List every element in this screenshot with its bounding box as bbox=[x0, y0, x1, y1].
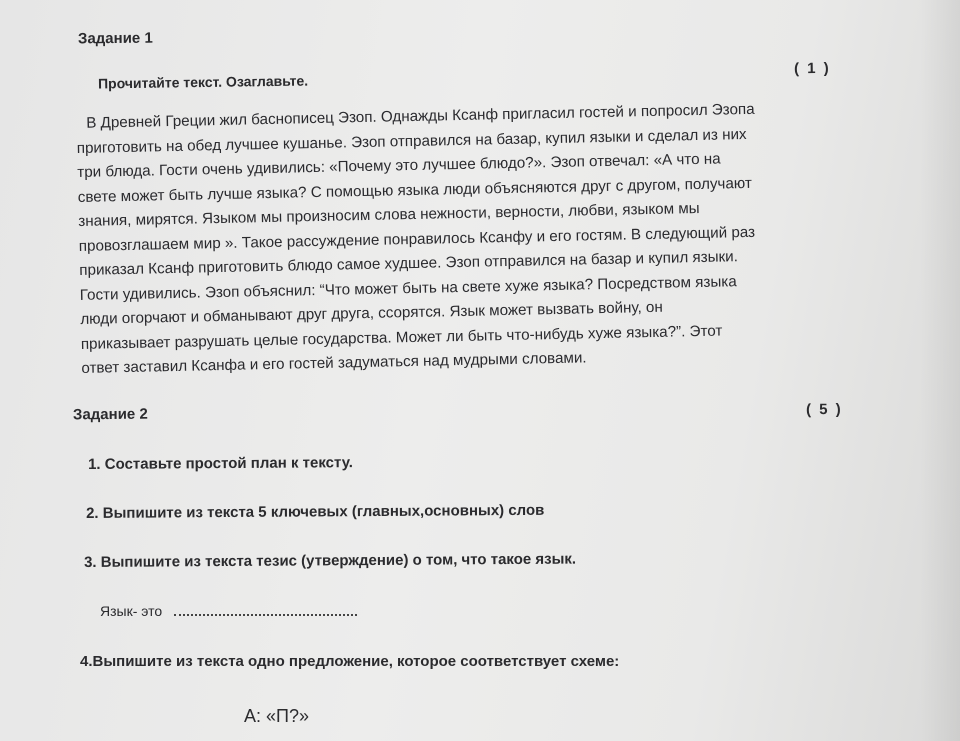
passage-line: В Древней Греции жил баснописец Эзоп. Однажды Ксанф пригласил гостей и попросил Эзопа bbox=[86, 100, 755, 132]
question-3: 3. Выпишите из текста тезис (утверждение) о том, что такое язык. bbox=[84, 550, 577, 571]
scheme-formula: А: «П?» bbox=[244, 706, 309, 726]
task1-score: ( 1 ) bbox=[793, 59, 831, 78]
page-edge-shadow bbox=[920, 0, 960, 741]
task2-title: Задание 2 bbox=[72, 405, 148, 424]
passage-line: приказывает разрушать целые государства. Может ли быть что-нибудь хуже языка?”. Этот bbox=[80, 322, 723, 353]
question-2: 2. Выпишите из текста 5 ключевых (главных,основных) слов bbox=[86, 501, 545, 522]
answer-line bbox=[100, 603, 357, 619]
passage-line: приготовить на обед лучшее кушанье. Эзоп отправился на базар, купил языки и сделал из них bbox=[76, 125, 747, 157]
passage-line: свете может быть лучше языка? С помощью языка люди объясняются друг с другом, получают bbox=[77, 174, 752, 206]
question-1: 1. Составьте простой план к тексту. bbox=[88, 454, 353, 473]
passage-line: люди огорчают и обманывают друг друга, ссорятся. Язык может вызвать войну, он bbox=[80, 298, 663, 328]
passage-line: Гости удивились. Эзоп объяснил: “Что может быть на свете хуже языка? Посредством языка bbox=[79, 272, 737, 304]
passage-line: ответ заставил Ксанфа и его гостей задуматься над мудрыми словами. bbox=[81, 349, 587, 377]
answer-prompt: Язык- это bbox=[100, 603, 163, 619]
passage-line: три блюда. Гости очень удивились: «Почему это лучшее блюдо?». Эзоп отвечал: «А что на bbox=[77, 150, 721, 181]
task2-score: ( 5 ) bbox=[805, 400, 843, 419]
task1-instruction: Прочитайте текст. Озаглавьте. bbox=[97, 72, 309, 92]
passage-line: знания, мирятся. Языком мы произносим слова нежности, верности, любви, языком мы bbox=[78, 199, 700, 230]
passage-text bbox=[76, 95, 901, 382]
passage-line: приказал Ксанф приготовить блюдо самое худшее. Эзоп отправился на базар и купил языки. bbox=[79, 248, 739, 279]
answer-blank[interactable] bbox=[174, 604, 357, 616]
passage-line: провозглашаем мир ». Такое рассуждение понравилось Ксанфу и его гостям. В следующий раз bbox=[78, 223, 756, 255]
task1-title: Задание 1 bbox=[77, 29, 153, 48]
question-4: 4.Выпишите из текста одно предложение, которое соответствует схеме: bbox=[80, 653, 620, 670]
